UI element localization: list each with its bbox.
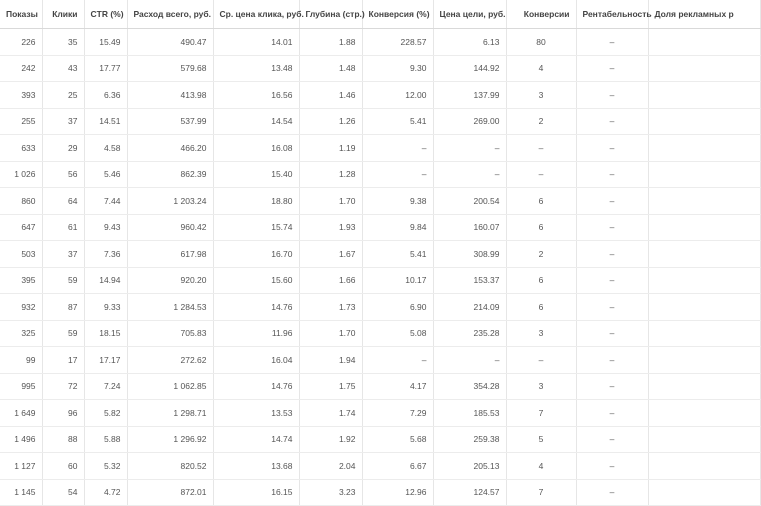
cell-impressions: 1 145 — [0, 479, 42, 506]
cell-clicks: 88 — [42, 426, 84, 453]
cell-total-spend: 1 062.85 — [127, 373, 213, 400]
cell-total-spend: 1 284.53 — [127, 294, 213, 321]
cell-conversion-rate: 12.96 — [362, 479, 433, 506]
table-body — [0, 29, 760, 506]
column-header-avg-cpc[interactable]: Ср. цена клика, руб. — [213, 0, 299, 29]
cell-ad-share — [648, 267, 760, 294]
cell-conversion-rate: 6.90 — [362, 294, 433, 321]
cell-conversion-rate: 5.08 — [362, 320, 433, 347]
cell-ctr: 17.77 — [84, 55, 127, 82]
cell-profitability: – — [576, 214, 648, 241]
column-header-conversions[interactable]: Конверсии — [506, 0, 576, 29]
cell-cost-per-goal: 6.13 — [433, 29, 506, 56]
cell-profitability: – — [576, 426, 648, 453]
cell-impressions: 1 026 — [0, 161, 42, 188]
cell-impressions: 242 — [0, 55, 42, 82]
cell-avg-cpc: 16.70 — [213, 241, 299, 268]
cell-conversions: 6 — [506, 188, 576, 215]
cell-conversions: 6 — [506, 267, 576, 294]
cell-conversions: 7 — [506, 479, 576, 506]
cell-ctr: 4.58 — [84, 135, 127, 162]
cell-total-spend: 705.83 — [127, 320, 213, 347]
cell-conversions: 3 — [506, 320, 576, 347]
cell-depth: 1.94 — [299, 347, 362, 374]
cell-total-spend: 1 203.24 — [127, 188, 213, 215]
cell-cost-per-goal: 200.54 — [433, 188, 506, 215]
cell-ad-share — [648, 188, 760, 215]
cell-depth: 1.70 — [299, 320, 362, 347]
cell-avg-cpc: 14.54 — [213, 108, 299, 135]
cell-conversions: 4 — [506, 55, 576, 82]
cell-depth: 1.75 — [299, 373, 362, 400]
cell-cost-per-goal: 308.99 — [433, 241, 506, 268]
cell-depth: 1.48 — [299, 55, 362, 82]
cell-clicks: 35 — [42, 29, 84, 56]
table-row[interactable] — [0, 347, 760, 374]
cell-ad-share — [648, 347, 760, 374]
cell-avg-cpc: 16.15 — [213, 479, 299, 506]
cell-ad-share — [648, 55, 760, 82]
cell-avg-cpc: 11.96 — [213, 320, 299, 347]
cell-conversions: – — [506, 135, 576, 162]
table-row[interactable] — [0, 267, 760, 294]
cell-clicks: 29 — [42, 135, 84, 162]
cell-total-spend: 1 296.92 — [127, 426, 213, 453]
cell-depth: 1.93 — [299, 214, 362, 241]
cell-profitability: – — [576, 108, 648, 135]
cell-ad-share — [648, 426, 760, 453]
cell-depth: 1.26 — [299, 108, 362, 135]
cell-total-spend: 272.62 — [127, 347, 213, 374]
cell-conversions: 3 — [506, 373, 576, 400]
cell-impressions: 226 — [0, 29, 42, 56]
cell-cost-per-goal: 235.28 — [433, 320, 506, 347]
cell-cost-per-goal: 205.13 — [433, 453, 506, 480]
cell-profitability: – — [576, 294, 648, 321]
table-row[interactable] — [0, 161, 760, 188]
cell-clicks: 87 — [42, 294, 84, 321]
cell-conversion-rate: 5.68 — [362, 426, 433, 453]
cell-cost-per-goal: 185.53 — [433, 400, 506, 427]
cell-conversion-rate: 9.84 — [362, 214, 433, 241]
cell-conversions: 80 — [506, 29, 576, 56]
cell-total-spend: 490.47 — [127, 29, 213, 56]
cell-conversion-rate: 5.41 — [362, 241, 433, 268]
column-header-profitability[interactable]: Рентабельность — [576, 0, 648, 29]
cell-profitability: – — [576, 188, 648, 215]
cell-clicks: 60 — [42, 453, 84, 480]
table-row[interactable] — [0, 82, 760, 109]
cell-avg-cpc: 14.74 — [213, 426, 299, 453]
cell-conversion-rate: 228.57 — [362, 29, 433, 56]
cell-ctr: 9.33 — [84, 294, 127, 321]
cell-clicks: 56 — [42, 161, 84, 188]
cell-impressions: 647 — [0, 214, 42, 241]
cell-profitability: – — [576, 347, 648, 374]
cell-impressions: 932 — [0, 294, 42, 321]
cell-conversion-rate: 9.38 — [362, 188, 433, 215]
cell-profitability: – — [576, 82, 648, 109]
cell-avg-cpc: 14.01 — [213, 29, 299, 56]
cell-conversions: – — [506, 347, 576, 374]
table-row[interactable] — [0, 108, 760, 135]
cell-ctr: 5.82 — [84, 400, 127, 427]
table-row[interactable] — [0, 320, 760, 347]
cell-avg-cpc: 13.48 — [213, 55, 299, 82]
cell-avg-cpc: 16.04 — [213, 347, 299, 374]
table-row[interactable] — [0, 453, 760, 480]
cell-depth: 1.70 — [299, 188, 362, 215]
cell-impressions: 503 — [0, 241, 42, 268]
cell-depth: 1.73 — [299, 294, 362, 321]
cell-total-spend: 617.98 — [127, 241, 213, 268]
table-header-row — [0, 0, 760, 29]
cell-ctr: 4.72 — [84, 479, 127, 506]
cell-conversion-rate: 9.30 — [362, 55, 433, 82]
cell-profitability: – — [576, 320, 648, 347]
cell-ctr: 7.24 — [84, 373, 127, 400]
cell-total-spend: 1 298.71 — [127, 400, 213, 427]
cell-ctr: 5.88 — [84, 426, 127, 453]
cell-cost-per-goal: 144.92 — [433, 55, 506, 82]
cell-cost-per-goal: 160.07 — [433, 214, 506, 241]
cell-impressions: 1 649 — [0, 400, 42, 427]
table-row[interactable] — [0, 29, 760, 56]
cell-ctr: 7.36 — [84, 241, 127, 268]
cell-conversions: 6 — [506, 214, 576, 241]
cell-depth: 1.67 — [299, 241, 362, 268]
cell-depth: 1.92 — [299, 426, 362, 453]
cell-ctr: 6.36 — [84, 82, 127, 109]
cell-ad-share — [648, 400, 760, 427]
cell-clicks: 43 — [42, 55, 84, 82]
cell-clicks: 37 — [42, 241, 84, 268]
cell-ad-share — [648, 135, 760, 162]
cell-total-spend: 466.20 — [127, 135, 213, 162]
cell-conversion-rate: 4.17 — [362, 373, 433, 400]
cell-conversions: 2 — [506, 241, 576, 268]
cell-impressions: 633 — [0, 135, 42, 162]
cell-avg-cpc: 16.08 — [213, 135, 299, 162]
cell-cost-per-goal: 354.28 — [433, 373, 506, 400]
cell-impressions: 393 — [0, 82, 42, 109]
cell-depth: 1.46 — [299, 82, 362, 109]
cell-conversion-rate: 6.67 — [362, 453, 433, 480]
cell-clicks: 96 — [42, 400, 84, 427]
cell-total-spend: 872.01 — [127, 479, 213, 506]
cell-profitability: – — [576, 161, 648, 188]
cell-ad-share — [648, 320, 760, 347]
cell-cost-per-goal: 214.09 — [433, 294, 506, 321]
cell-clicks: 17 — [42, 347, 84, 374]
cell-avg-cpc: 13.53 — [213, 400, 299, 427]
table-row[interactable] — [0, 426, 760, 453]
cell-depth: 1.74 — [299, 400, 362, 427]
table-row[interactable] — [0, 400, 760, 427]
cell-avg-cpc: 13.68 — [213, 453, 299, 480]
cell-profitability: – — [576, 29, 648, 56]
cell-clicks: 64 — [42, 188, 84, 215]
cell-ctr: 17.17 — [84, 347, 127, 374]
cell-cost-per-goal: 124.57 — [433, 479, 506, 506]
cell-ad-share — [648, 241, 760, 268]
column-header-ctr[interactable]: CTR (%) — [84, 0, 127, 29]
cell-depth: 1.88 — [299, 29, 362, 56]
cell-ad-share — [648, 453, 760, 480]
cell-profitability: – — [576, 479, 648, 506]
cell-ad-share — [648, 214, 760, 241]
table-row[interactable] — [0, 373, 760, 400]
cell-cost-per-goal: 153.37 — [433, 267, 506, 294]
cell-cost-per-goal: 137.99 — [433, 82, 506, 109]
cell-profitability: – — [576, 453, 648, 480]
cell-clicks: 59 — [42, 320, 84, 347]
cell-ad-share — [648, 479, 760, 506]
cell-profitability: – — [576, 135, 648, 162]
cell-impressions: 995 — [0, 373, 42, 400]
cell-conversion-rate: – — [362, 161, 433, 188]
cell-conversion-rate: – — [362, 347, 433, 374]
cell-impressions: 860 — [0, 188, 42, 215]
cell-avg-cpc: 15.60 — [213, 267, 299, 294]
column-header-ad-share[interactable]: Доля рекламных р — [648, 0, 760, 29]
table-row[interactable] — [0, 135, 760, 162]
cell-cost-per-goal: – — [433, 347, 506, 374]
table-row[interactable] — [0, 241, 760, 268]
cell-depth: 1.66 — [299, 267, 362, 294]
cell-clicks: 25 — [42, 82, 84, 109]
table-row[interactable] — [0, 188, 760, 215]
cell-conversions: 4 — [506, 453, 576, 480]
cell-cost-per-goal: 259.38 — [433, 426, 506, 453]
cell-ctr: 9.43 — [84, 214, 127, 241]
cell-ad-share — [648, 294, 760, 321]
cell-profitability: – — [576, 267, 648, 294]
cell-conversions: 2 — [506, 108, 576, 135]
cell-conversion-rate: 12.00 — [362, 82, 433, 109]
cell-conversions: – — [506, 161, 576, 188]
cell-ad-share — [648, 82, 760, 109]
cell-conversions: 6 — [506, 294, 576, 321]
cell-total-spend: 579.68 — [127, 55, 213, 82]
cell-cost-per-goal: – — [433, 161, 506, 188]
column-header-cost-per-goal[interactable]: Цена цели, руб. — [433, 0, 506, 29]
cell-impressions: 395 — [0, 267, 42, 294]
cell-conversions: 3 — [506, 82, 576, 109]
cell-impressions: 1 127 — [0, 453, 42, 480]
cell-depth: 2.04 — [299, 453, 362, 480]
cell-clicks: 72 — [42, 373, 84, 400]
cell-conversion-rate: 10.17 — [362, 267, 433, 294]
cell-ad-share — [648, 29, 760, 56]
cell-ctr: 14.51 — [84, 108, 127, 135]
cell-total-spend: 413.98 — [127, 82, 213, 109]
cell-impressions: 99 — [0, 347, 42, 374]
column-header-conversion-rate[interactable]: Конверсия (%) — [362, 0, 433, 29]
cell-depth: 1.28 — [299, 161, 362, 188]
cell-ad-share — [648, 373, 760, 400]
cell-impressions: 325 — [0, 320, 42, 347]
cell-avg-cpc: 16.56 — [213, 82, 299, 109]
column-header-total-spend[interactable]: Расход всего, руб. — [127, 0, 213, 29]
cell-avg-cpc: 14.76 — [213, 373, 299, 400]
cell-ctr: 15.49 — [84, 29, 127, 56]
cell-conversions: 5 — [506, 426, 576, 453]
cell-ctr: 14.94 — [84, 267, 127, 294]
table-row[interactable] — [0, 55, 760, 82]
cell-avg-cpc: 14.76 — [213, 294, 299, 321]
cell-ctr: 18.15 — [84, 320, 127, 347]
cell-ad-share — [648, 161, 760, 188]
cell-conversion-rate: 5.41 — [362, 108, 433, 135]
column-header-depth[interactable]: Глубина (стр.) — [299, 0, 362, 29]
column-header-impressions[interactable]: Показы — [0, 0, 42, 29]
cell-profitability: – — [576, 373, 648, 400]
cell-profitability: – — [576, 55, 648, 82]
table-row[interactable] — [0, 479, 760, 506]
cell-clicks: 37 — [42, 108, 84, 135]
cell-total-spend: 862.39 — [127, 161, 213, 188]
cell-profitability: – — [576, 400, 648, 427]
cell-impressions: 1 496 — [0, 426, 42, 453]
cell-avg-cpc: 18.80 — [213, 188, 299, 215]
cell-conversions: 7 — [506, 400, 576, 427]
cell-ctr: 5.46 — [84, 161, 127, 188]
cell-avg-cpc: 15.74 — [213, 214, 299, 241]
cell-total-spend: 820.52 — [127, 453, 213, 480]
cell-profitability: – — [576, 241, 648, 268]
cell-clicks: 59 — [42, 267, 84, 294]
cell-conversion-rate: – — [362, 135, 433, 162]
table-row[interactable] — [0, 294, 760, 321]
cell-impressions: 255 — [0, 108, 42, 135]
cell-total-spend: 920.20 — [127, 267, 213, 294]
cell-ctr: 5.32 — [84, 453, 127, 480]
cell-cost-per-goal: 269.00 — [433, 108, 506, 135]
cell-ad-share — [648, 108, 760, 135]
column-header-clicks[interactable]: Клики — [42, 0, 84, 29]
cell-ctr: 7.44 — [84, 188, 127, 215]
cell-clicks: 54 — [42, 479, 84, 506]
cell-clicks: 61 — [42, 214, 84, 241]
cell-total-spend: 960.42 — [127, 214, 213, 241]
table-row[interactable] — [0, 214, 760, 241]
cell-conversion-rate: 7.29 — [362, 400, 433, 427]
cell-total-spend: 537.99 — [127, 108, 213, 135]
cell-avg-cpc: 15.40 — [213, 161, 299, 188]
cell-depth: 1.19 — [299, 135, 362, 162]
cell-depth: 3.23 — [299, 479, 362, 506]
cell-cost-per-goal: – — [433, 135, 506, 162]
